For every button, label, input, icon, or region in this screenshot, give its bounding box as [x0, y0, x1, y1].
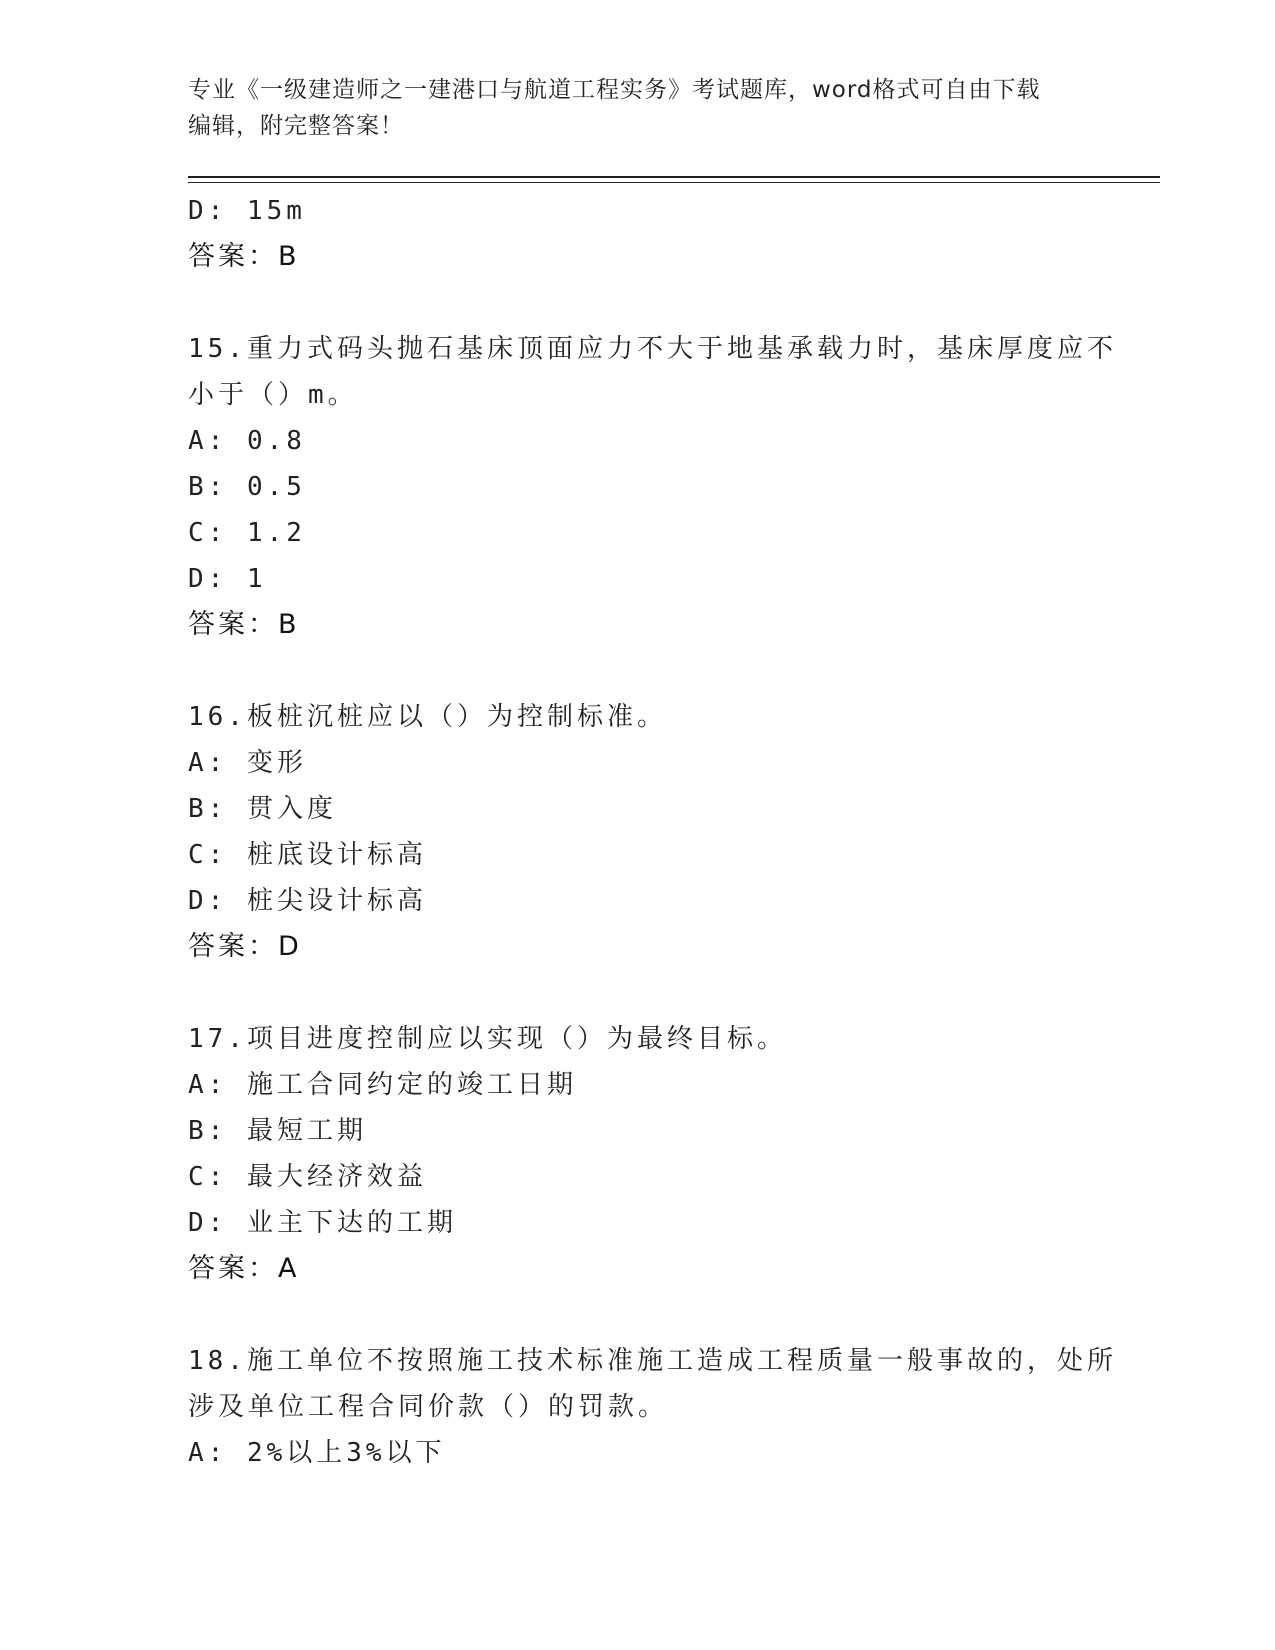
option-d: D: 15m	[188, 196, 306, 226]
option-b: B: 最短工期	[188, 1116, 367, 1146]
question-stem: 18.施工单位不按照施工技术标准施工造成工程质量一般事故的，处所	[188, 1346, 1117, 1376]
question-stem-cont: 小于（）m。	[188, 380, 358, 410]
answer-line: 答案：B	[188, 241, 300, 272]
question-item	[188, 1016, 1088, 1292]
question-list	[188, 188, 1117, 1476]
option-b: B: 0.5	[188, 472, 306, 502]
option-c: C: 1.2	[188, 518, 306, 548]
spacer	[188, 280, 1088, 326]
option-c: C: 最大经济效益	[188, 1162, 427, 1192]
header-divider	[188, 176, 1160, 178]
header-line-1: 专业《一级建造师之一建港口与航道工程实务》考试题库，word格式可自由下载	[188, 77, 1041, 103]
option-d: D: 1	[188, 564, 267, 594]
header-line-2: 编辑，附完整答案！	[188, 113, 404, 139]
question-stem: 16.板桩沉桩应以（）为控制标准。	[188, 702, 667, 732]
header-divider-thin	[188, 182, 1160, 183]
option-d: D: 业主下达的工期	[188, 1208, 457, 1238]
question-item	[188, 1338, 1117, 1476]
page-header	[188, 72, 1088, 144]
answer-line: 答案：B	[188, 609, 300, 640]
question-stem: 17.项目进度控制应以实现（）为最终目标。	[188, 1024, 787, 1054]
question-stem-cont: 涉及单位工程合同价款（）的罚款。	[188, 1392, 669, 1422]
option-a: A: 变形	[188, 748, 307, 778]
question-stem: 15.重力式码头抛石基床顶面应力不大于地基承载力时，基床厚度应不	[188, 334, 1117, 364]
option-d: D: 桩尖设计标高	[188, 886, 427, 916]
spacer	[188, 648, 1088, 694]
answer-line: 答案：A	[188, 1253, 300, 1284]
option-b: B: 贯入度	[188, 794, 337, 824]
option-a: A: 2%以上3%以下	[188, 1438, 446, 1468]
spacer	[188, 1292, 1088, 1338]
answer-line: 答案：D	[188, 931, 302, 962]
option-c: C: 桩底设计标高	[188, 840, 427, 870]
spacer	[188, 970, 1088, 1016]
question-item	[188, 694, 1088, 970]
option-a: A: 0.8	[188, 426, 306, 456]
option-a: A: 施工合同约定的竣工日期	[188, 1070, 577, 1100]
question-item	[188, 326, 1117, 648]
